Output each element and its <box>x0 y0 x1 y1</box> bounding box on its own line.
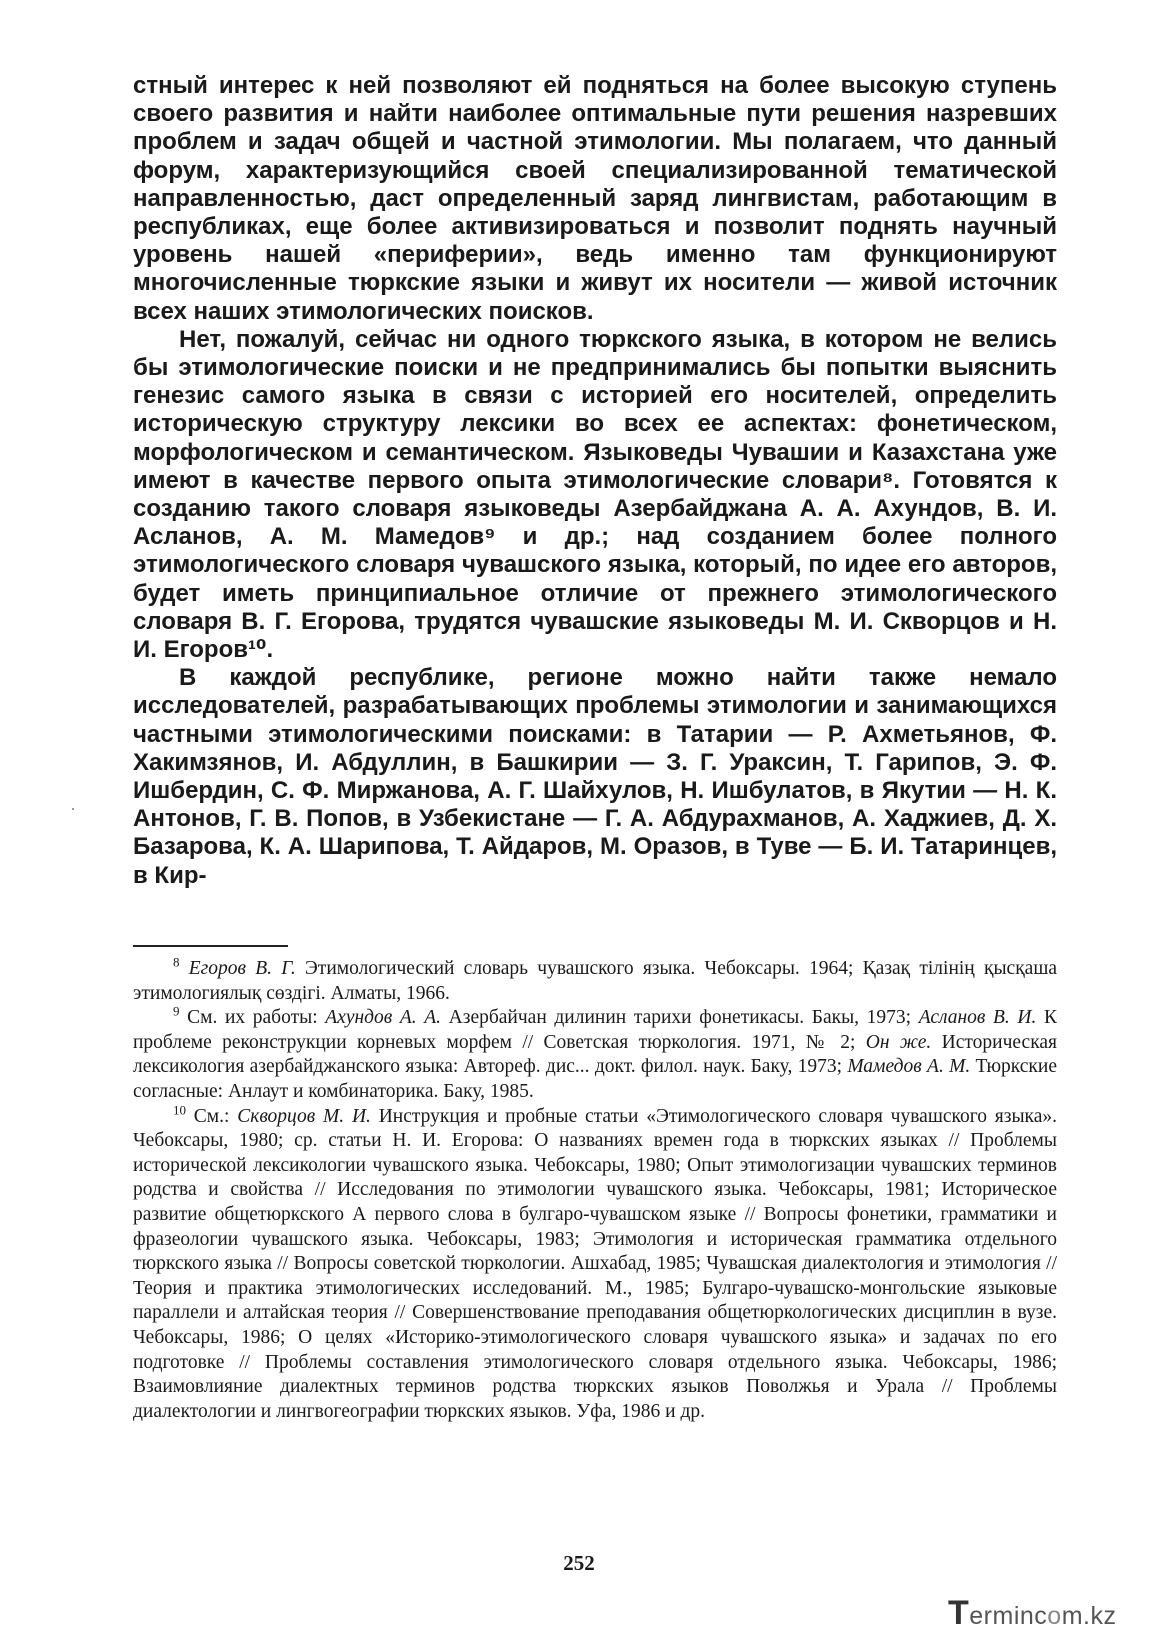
footnote-author: Он же. <box>865 1031 932 1053</box>
scan-speck <box>72 808 74 810</box>
footnote-text: См.: <box>193 1105 238 1127</box>
footnote-text: Азербайчан дилинин тарихи фонетикасы. Бакы, 1973; <box>441 1007 919 1029</box>
footnote-text: Инструкция и пробные статьи «Этимологического словаря чувашского языка». Чебоксары, 1980; ср. статьи Н. И. Егорова: О названиях времен года в тюркских языках // Проблемы исторической лексикологии чувашского языка. Чебоксары, 1980; Опыт этимологизации чувашских терминов родства и свойства // Исследования по этимологии чувашского языка. Чебоксары, 1981; Историческое развитие общетюркского А первого слова в булгаро-чувашском языке // Вопросы фонетики, грамматики и фразеологии чувашского языка. Чебоксары, 1983; Этимология и историческая грамматика отдельного тюркского языка // Вопросы советской тюркологии. Ашхабад, 1985; Чувашская диалектология и этимология // Теория и практика этимологических исследований. М., 1985; Булгаро-чувашско-монгольские языковые параллели и алтайская теория // Совершенствование преподавания общетюркологических дисциплин в вузе. Чебоксары, 1986; О целях «Историко-этимологического словаря чувашского языка» и задачах по его подготовке // Проблемы составления этимологического словаря отдельного языка. Чебоксары, 1986; Взаимовлияние диалектных терминов родства тюркских языков Поволжья и Урала // Проблемы диалектологии и лингвогеографии тюркских языков. Уфа, 1986 и др. <box>133 1105 1058 1422</box>
footnote-text: К проблеме реконструкции корневых морфем // Советская тюркология. 1971, № 2; <box>133 1007 1057 1053</box>
watermark-o: o <box>1047 1602 1062 1630</box>
footnote-author: Ахундов А. А. <box>325 1007 442 1029</box>
footnote-author: Скворцов М. И. <box>237 1105 371 1127</box>
footnote-divider <box>133 945 288 947</box>
footnote-body <box>133 1106 1057 1422</box>
footnote-number: 9 <box>173 1003 180 1019</box>
paragraph-3: В каждой республике, регионе можно найти также немало исследователей, разрабатывающих проблемы этимологии и занимающихся частными этимологическими поисками: в Татарии — Р. Ахметьянов, Ф. Хакимзянов, И. Абдуллин, в Башкирии — З. Г. Ураксин, Т. Гарипов, Э. Ф. Ишбердин, С. Ф. Миржанова, А. Г. Шайхулов, Н. Ишбулатов, в Якутии — Н. К. Антонов, Г. В. Попов, в Узбекистане — Г. А. Абдурахманов, А. Хаджиев, Д. Х. Базарова, К. А. Шарипова, Т. Айдаров, М. Оразов, в Туве — Б. И. Татаринцев, в Кир- <box>133 664 1057 889</box>
watermark-logo <box>948 1594 1148 1630</box>
footnote-text: Этимологический словарь чувашского языка. Чебоксары. 1964; Қазақ тілінің қысқаша этимологиялық сөздігі. Алматы, 1966. <box>133 958 1057 1004</box>
footnote-10 <box>133 1102 1058 1425</box>
footnote-author: Мамедов А. М. <box>847 1056 971 1078</box>
footnotes <box>133 954 1058 1424</box>
footnote-text: См. их работы: <box>187 1007 326 1029</box>
footnote-author: Егоров В. Г. <box>188 958 296 979</box>
watermark-letter: T <box>948 1594 970 1632</box>
page-number: 252 <box>563 1551 595 1575</box>
paragraph-1: стный интерес к ней позволяют ей подняться на более высокую ступень своего развития и найти наиболее оптимальные пути решения назревших проблем и задач общей и частной этимологии. Мы полагаем, что данный форум, характеризующийся своей специализированной тематической направленностью, даст определенный заряд лингвистам, работающим в республиках, еще более активизироваться и позволит поднять научный уровень нашей «периферии», ведь именно там функционируют многочисленные тюркские языки и живут их носители — живой источник всех наших этимологических поисков. <box>133 72 1057 325</box>
footnote-author: Асланов В. И. <box>918 1007 1037 1029</box>
main-text <box>133 72 1057 890</box>
footnote-text: Тюркские согласные: Анлаут и комбинаторика. Баку, 1985. <box>133 1056 1057 1102</box>
footnote-9 <box>133 1003 1058 1104</box>
paragraph-2: Нет, пожалуй, сейчас ни одного тюркского языка, в котором не велись бы этимологические поиски и не предпринимались бы попытки выяснить генезис самого языка в связи с историей его носителей, определить историческую структуру лексики во всех ее аспектах: фонетическом, морфологическом и семантическом. Языковеды Чувашии и Казахстана уже имеют в качестве первого опыта этимологические словари⁸. Готовятся к созданию такого словаря языковеды Азербайджана А. А. Ахундов, В. И. Асланов, А. М. Мамедов⁹ и др.; над созданием более полного этимологического словаря чувашского языка, который, по идее его авторов, будет иметь принципиальное отличие от прежнего этимологического словаря В. Г. Егорова, трудятся чувашские языковеды М. И. Скворцов и Н. И. Егоров¹⁰. <box>133 325 1057 664</box>
footnote-number: 8 <box>173 954 180 970</box>
watermark-text: erminc <box>969 1602 1048 1630</box>
footnote-text: Историческая лексикология азербайджанского языка: Автореф. дис... докт. филол. наук. Баку, 1973; <box>133 1031 1058 1078</box>
footnote-8 <box>133 954 1057 1006</box>
footnote-body <box>133 1007 1057 1102</box>
footnote-number: 10 <box>173 1102 186 1118</box>
watermark-text: m.kz <box>1061 1602 1117 1630</box>
